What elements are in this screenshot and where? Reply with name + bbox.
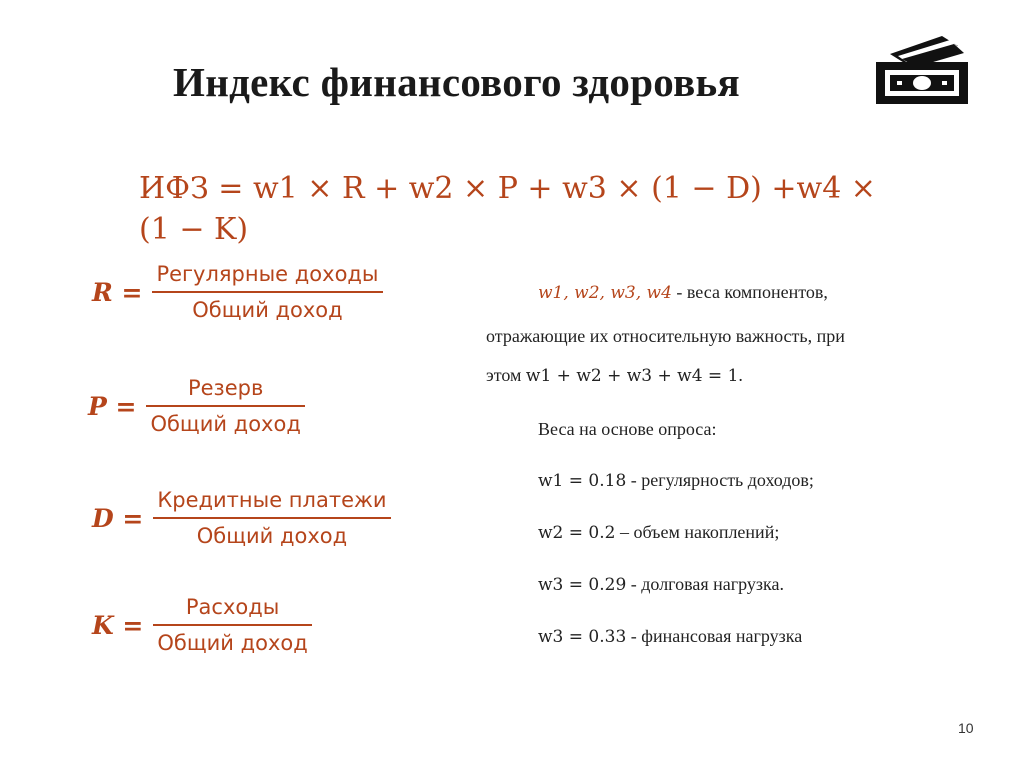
fraction-numerator: Регулярные доходы xyxy=(156,262,379,286)
weight-equation: w1 = 0.18 xyxy=(538,471,627,491)
fraction-d xyxy=(92,486,391,550)
fraction-k xyxy=(92,593,312,657)
fraction-bar xyxy=(146,405,304,407)
fraction-lhs: R = xyxy=(92,277,143,307)
fraction-numerator: Кредитные платежи xyxy=(157,488,387,512)
fraction-numerator: Резерв xyxy=(187,376,264,400)
weight-description: - долговая нагрузка. xyxy=(626,574,784,594)
weight-description: – объем накоплений; xyxy=(615,522,780,542)
fraction xyxy=(152,260,382,324)
weights-line-3 xyxy=(486,365,743,386)
money-bills-icon xyxy=(872,32,972,108)
weight-item xyxy=(538,626,802,647)
fraction-numerator: Расходы xyxy=(185,595,280,619)
weights-line-2: отражающие их относительную важность, при xyxy=(486,326,845,346)
fraction-bar xyxy=(153,517,390,519)
fraction-denominator: Общий доход xyxy=(150,412,301,436)
fraction-lhs: P = xyxy=(88,391,137,421)
weight-item xyxy=(538,470,814,491)
weight-description: - регулярность доходов; xyxy=(626,470,814,490)
health-index-formula xyxy=(139,168,879,250)
weight-equation: w2 = 0.2 xyxy=(538,523,616,543)
fraction-denominator: Общий доход xyxy=(196,524,348,548)
weight-description: - финансовая нагрузка xyxy=(626,626,803,646)
weights-line-1 xyxy=(538,282,828,303)
weights-line-3-suffix: . xyxy=(738,365,743,385)
fraction-lhs: D = xyxy=(92,503,144,533)
formula-line-2: (1 − K) xyxy=(139,212,249,247)
weights-description: - веса компонентов, xyxy=(671,282,828,302)
fraction-lhs: K = xyxy=(92,610,144,640)
fraction xyxy=(153,486,390,550)
fraction xyxy=(146,374,304,438)
survey-heading: Веса на основе опроса: xyxy=(538,419,717,439)
page-number: 10 xyxy=(958,720,974,736)
weight-equation: w3 = 0.33 xyxy=(538,627,627,647)
fraction-r xyxy=(92,260,383,324)
fraction xyxy=(153,593,311,657)
weight-item xyxy=(538,522,779,543)
weights-variables: w1, w2, w3, w4 xyxy=(538,283,672,303)
fraction-bar xyxy=(152,291,382,293)
weight-equation: w3 = 0.29 xyxy=(538,575,627,595)
slide-title: Индекс финансового здоровья xyxy=(173,59,740,105)
fraction-p xyxy=(88,374,305,438)
weight-item xyxy=(538,574,784,595)
weights-line-3-prefix: этом xyxy=(486,365,526,385)
fraction-denominator: Общий доход xyxy=(157,631,308,655)
weights-sum-equation: w1 + w2 + w3 + w4 = 1 xyxy=(525,366,739,386)
formula-line-1: ИФЗ = w1 × R + w2 × P + w3 × (1 − D) +w4 × xyxy=(139,171,876,206)
fraction-denominator: Общий доход xyxy=(192,298,343,322)
fraction-bar xyxy=(153,624,311,626)
